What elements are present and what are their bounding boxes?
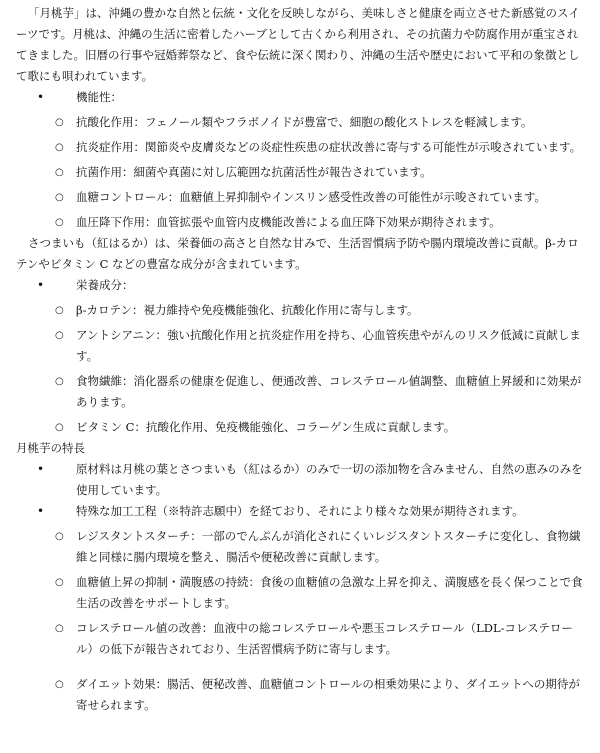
list-item: ○ ビタミン C：抗酸化作用、免疫機能強化、コラーゲン生成に貢献します。 — [76, 417, 586, 438]
list-item: ○ 抗炎症作用：関節炎や皮膚炎などの炎症性疾患の症状改善に寄与する可能性が示唆されています。 — [76, 137, 586, 158]
features-title: 月桃芋の特長 — [16, 441, 85, 455]
functional-sublist — [76, 112, 586, 233]
list-item: ○ 抗菌作用：細菌や真菌に対し広範囲な抗菌活性が報告されています。 — [76, 162, 586, 183]
list-item: ○ レジスタントスターチ：一部のでんぷんが消化されにくいレジスタントスターチに変化し、食物繊維と同様に腸内環境を整え、腸活や便秘改善に貢献します。 — [76, 526, 586, 568]
list-item: ○ コレステロール値の改善：血液中の総コレステロールや悪玉コレステロール（LDL-コレステロール）の低下が報告されており、生活習慣病予防に寄与します。 — [76, 618, 586, 660]
features-bullet-ingredients: • 原材料は月桃の葉とさつまいも（紅はるか）のみで一切の添加物を含みません、自然の恵みのみを使用しています。 — [16, 459, 586, 501]
list-item: ○ 血糖コントロール：血糖値上昇抑制やインスリン感受性改善の可能性が示唆されています。 — [76, 187, 586, 208]
functional-heading: 機能性： — [76, 90, 122, 104]
functional-list — [16, 87, 586, 233]
nutrition-bullet — [16, 275, 586, 438]
process-text: 特殊な加工工程（※特許志願中）を経ており、それにより様々な効果が期待されます。 — [76, 504, 524, 518]
list-item: ○ 抗酸化作用：フェノール類やフラボノイドが豊富で、細胞の酸化ストレスを軽減します。 — [76, 112, 586, 133]
list-item: ○ 食物繊維：消化器系の健康を促進し、便通改善、コレステロール値調整、血糖値上昇緩和に効果があります。 — [76, 371, 586, 413]
features-bullet-process — [16, 501, 586, 716]
sweetpotato-paragraph: さつまいも（紅はるか）は、栄養価の高さと自然な甘みで、生活習慣病予防や腸内環境改善に貢献。β-カロテンやビタミン C などの豊富な成分が含まれています。 — [16, 236, 579, 271]
features-sublist — [76, 526, 586, 716]
features-list — [16, 459, 586, 716]
list-item: ○ β-カロテン：視力維持や免疫機能強化、抗酸化作用に寄与します。 — [76, 300, 586, 321]
list-item: ○ 血圧降下作用：血管拡張や血管内皮機能改善による血圧降下効果が期待されます。 — [76, 212, 586, 233]
nutrition-heading: 栄養成分： — [76, 278, 134, 292]
list-item: ○ ダイエット効果：腸活、便秘改善、血糖値コントロールの相乗効果により、ダイエットへの期待が寄せられます。 — [76, 674, 586, 716]
nutrition-list — [16, 275, 586, 438]
intro-paragraph: 「月桃芋」は、沖縄の豊かな自然と伝統・文化を反映しながら、美味しさと健康を両立させた新感覚のスイーツです。月桃は、沖縄の生活に密着したハーブとして古くから利用され、その抗菌力や防腐作用が重宝されてきました。旧暦の行事や冠婚葬祭など、食や伝統に深く関わり、沖縄の生活や歴史において平和の象徴として歌にも唄われています。 — [16, 6, 580, 83]
functional-bullet — [16, 87, 586, 233]
list-item: ○ アントシアニン：強い抗酸化作用と抗炎症作用を持ち、心血管疾患やがんのリスク低減に貢献します。 — [76, 325, 586, 367]
list-item: ○ 血糖値上昇の抑制・満腹感の持続：食後の血糖値の急激な上昇を抑え、満腹感を長く保つことで食生活の改善をサポートします。 — [76, 572, 586, 614]
nutrition-sublist — [76, 300, 586, 438]
